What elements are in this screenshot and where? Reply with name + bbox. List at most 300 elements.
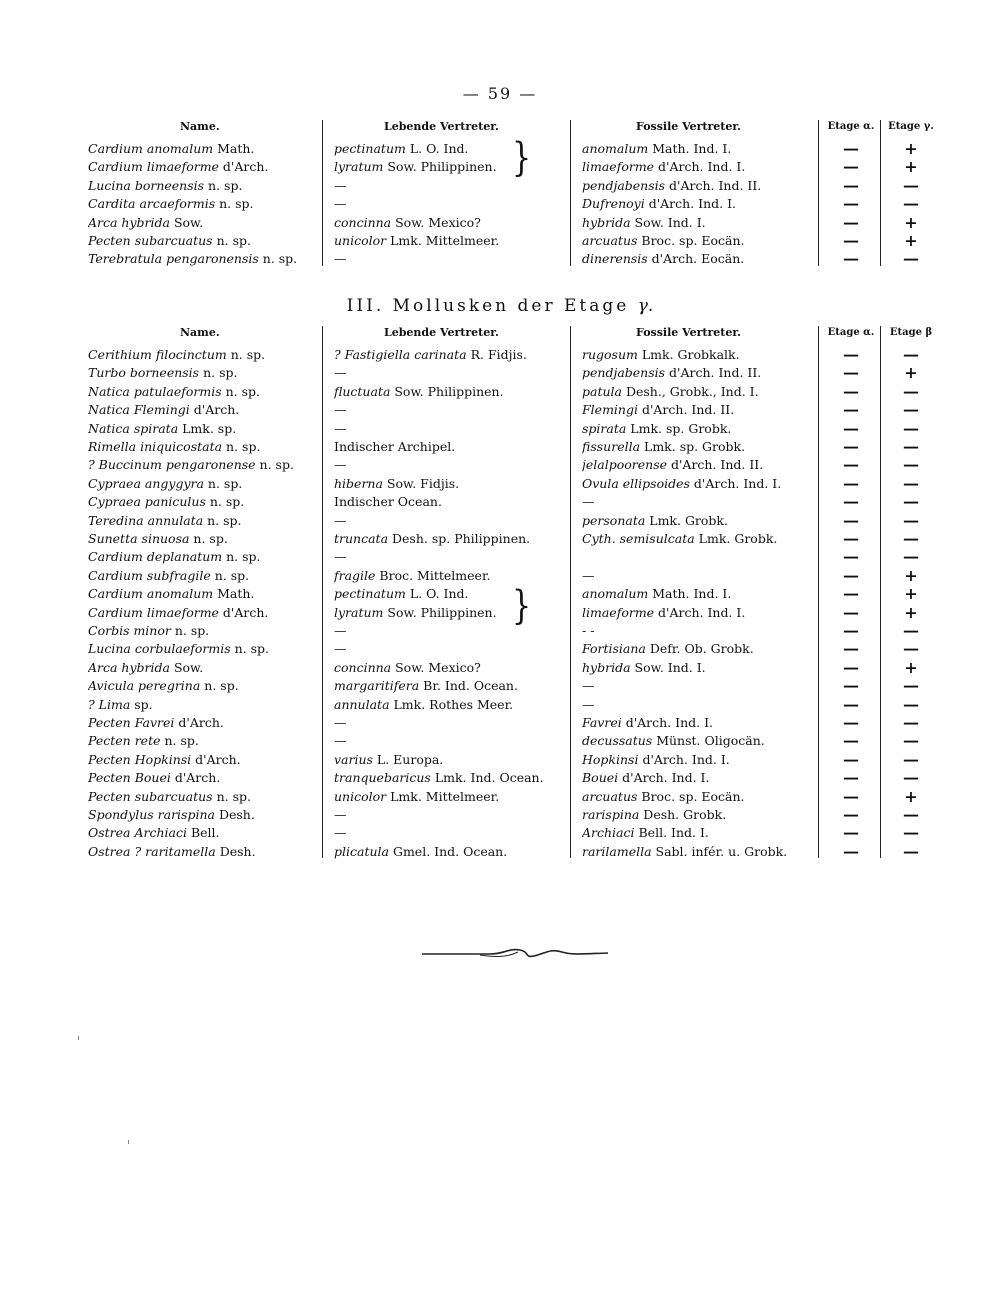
name-cell — [88, 456, 316, 474]
living-cell-roman: L. Europa. — [372, 751, 444, 767]
etage-beta-mark: — — [903, 455, 919, 475]
name-cell — [88, 824, 316, 842]
name-cell — [88, 383, 316, 401]
name-cell-italic: Pecten Bouei — [88, 770, 171, 786]
living-cell-italic: lyratum — [334, 159, 384, 175]
name-cell — [88, 640, 316, 658]
living-cell-italic: ? Fastigiella carinata — [334, 347, 467, 362]
etage-alpha-mark: — — [843, 602, 859, 622]
living-cell-roman: Sow. Fidjis. — [382, 475, 460, 491]
etage-beta-mark: — — [903, 418, 919, 438]
name-cell — [88, 158, 316, 176]
fossil-cell-roman: Lmk. Grobk. — [645, 512, 728, 528]
fossil-cell-roman: Broc. sp. Eocän. — [637, 233, 745, 248]
name-cell-roman: Math. — [213, 141, 255, 156]
living-cell-roman: Lmk. Rothes Meer. — [389, 696, 514, 712]
etage-alpha-mark: — — [843, 841, 859, 861]
fossil-cell-italic: fissurella — [582, 439, 641, 454]
living-cell-italic: unicolor — [334, 233, 387, 248]
etage-alpha-mark: — — [843, 547, 859, 567]
name-cell — [88, 475, 316, 493]
living-cell-roman: Sow. Philippinen. — [383, 159, 497, 175]
etage-alpha-mark: — — [843, 249, 859, 269]
name-cell-italic: Corbis minor — [88, 623, 171, 638]
etage-alpha-mark: — — [843, 139, 859, 158]
fossil-cell — [582, 843, 814, 861]
living-cell-italic: annulata — [334, 696, 390, 712]
fossil-cell — [582, 732, 814, 750]
name-cell-italic: Natica Flemingi — [88, 402, 190, 418]
living-cell — [334, 250, 560, 268]
fossil-cell — [582, 604, 814, 622]
name-cell-italic: Arca hybrida — [88, 659, 170, 675]
fossil-cell-roman: Desh. Grobk. — [639, 807, 727, 822]
living-cell-italic: pectinatum — [334, 586, 406, 602]
name-cell-roman: sp. — [130, 696, 153, 712]
fossil-cell-italic: decussatus — [582, 733, 653, 749]
name-cell-italic: Avicula peregrina — [88, 678, 201, 694]
name-cell — [88, 177, 316, 195]
etage-beta-mark: — — [903, 175, 919, 195]
living-cell — [334, 195, 560, 213]
speck — [128, 1140, 129, 1144]
fossil-cell-roman: Sow. Ind. I. — [630, 214, 706, 230]
table-row — [0, 806, 1000, 824]
header-fossil: Fossile Vertreter. — [636, 120, 742, 133]
fossil-cell-roman: d'Arch. Ind. I. — [654, 604, 746, 620]
table-row — [0, 401, 1000, 419]
fossil-cell — [582, 769, 814, 787]
fossil-cell-roman: Lmk. Grobk. — [694, 531, 778, 546]
table-row — [0, 475, 1000, 493]
etage-beta-mark: — — [903, 621, 919, 640]
living-cell — [334, 806, 560, 824]
table-row — [0, 714, 1000, 732]
living-cell-roman: — — [334, 825, 347, 841]
name-cell-italic: Natica spirata — [88, 420, 179, 436]
etage-alpha-mark: — — [843, 731, 859, 751]
name-cell — [88, 732, 316, 750]
table-row — [0, 585, 1000, 603]
table-row — [0, 824, 1000, 842]
column-divider — [570, 326, 571, 858]
etage-beta-mark: — — [903, 437, 919, 456]
etage-beta-mark: — — [903, 381, 919, 401]
name-cell-italic: Teredina annulata — [88, 512, 204, 528]
etage-alpha-mark: — — [843, 363, 859, 383]
living-cell-roman: Indischer Archipel. — [334, 439, 456, 454]
living-cell-italic: lyratum — [334, 604, 384, 620]
fossil-cell — [582, 493, 814, 511]
name-cell-roman: n. sp. — [212, 788, 251, 804]
brace: } — [512, 135, 532, 182]
name-cell-italic: Pecten Hopkinsi — [88, 751, 192, 767]
fossil-cell-italic: Hopkinsi — [582, 751, 639, 767]
etage-alpha-mark: — — [843, 194, 859, 214]
living-cell-roman: Sow. Mexico? — [391, 214, 481, 230]
name-cell-roman: n. sp. — [203, 512, 242, 528]
living-cell-roman: Sow. Philippinen. — [383, 604, 497, 620]
header-etage-gamma: Etage γ. — [888, 121, 934, 132]
name-cell — [88, 567, 316, 585]
name-cell-roman: n. sp. — [199, 365, 238, 381]
name-cell-roman: Sow. — [169, 214, 204, 230]
etage-beta-mark: — — [903, 510, 919, 530]
table-row — [0, 732, 1000, 750]
fossil-cell-italic: pendjabensis — [582, 177, 666, 193]
fossil-cell-roman: Lmk. Grobkalk. — [637, 347, 740, 362]
name-cell-italic: Arca hybrida — [88, 214, 170, 230]
column-divider — [880, 326, 881, 858]
fossil-cell-italic: Ovula ellipsoides — [582, 475, 690, 491]
table-row — [0, 751, 1000, 769]
column-divider — [818, 120, 819, 266]
name-cell-roman: d'Arch. — [191, 751, 241, 767]
fossil-cell — [582, 177, 814, 195]
page-number: — 59 — — [462, 84, 538, 103]
living-cell-roman: — — [334, 512, 347, 528]
name-cell — [88, 843, 316, 861]
fossil-cell-italic: rarilamella — [582, 843, 652, 859]
name-cell-roman: d'Arch. — [174, 715, 224, 730]
fossil-cell-italic: Archiaci — [582, 825, 635, 841]
living-cell — [334, 438, 560, 456]
etage-beta-mark: + — [904, 786, 918, 806]
fossil-cell-italic: arcuatus — [582, 788, 638, 804]
name-cell — [88, 214, 316, 232]
fossil-cell-roman: — — [582, 678, 595, 694]
name-cell-italic: Lucina corbulaeformis — [88, 641, 231, 657]
table-row — [0, 530, 1000, 548]
living-cell-roman: Gmel. Ind. Ocean. — [388, 843, 508, 859]
table-row — [0, 548, 1000, 566]
name-cell-roman: d'Arch. — [218, 604, 269, 620]
table-row — [0, 769, 1000, 787]
living-cell-roman: L. O. Ind. — [405, 141, 469, 156]
name-cell-roman: n. sp. — [226, 347, 266, 362]
name-cell — [88, 232, 316, 250]
name-cell — [88, 806, 316, 824]
name-cell — [88, 438, 316, 456]
living-cell-italic: varius — [334, 751, 373, 767]
fossil-cell-roman: Defr. Ob. Grobk. — [645, 641, 754, 657]
fossil-cell — [582, 659, 814, 677]
etage-beta-mark: — — [903, 400, 919, 420]
name-cell-roman: n. sp. — [212, 233, 251, 248]
name-cell — [88, 420, 316, 438]
fossil-cell-roman: d'Arch. Ind. I. — [618, 770, 710, 786]
name-cell — [88, 401, 316, 419]
fossil-cell-roman: Desh., Grobk., Ind. I. — [621, 383, 759, 399]
living-cell — [334, 677, 560, 695]
etage-beta-mark: — — [903, 823, 919, 843]
fossil-cell — [582, 824, 814, 842]
living-cell — [334, 346, 560, 364]
living-cell-roman: — — [334, 549, 347, 565]
fossil-cell-italic: rarispina — [582, 807, 640, 822]
fossil-cell-italic: spirata — [582, 420, 627, 436]
etage-beta-mark: — — [903, 547, 919, 567]
fossil-cell-roman: Math. Ind. I. — [648, 586, 732, 602]
living-cell — [334, 732, 560, 750]
table-row — [0, 420, 1000, 438]
name-cell-roman: d'Arch. — [218, 159, 269, 175]
etage-beta-mark: + — [904, 139, 918, 158]
etage-alpha-mark: — — [843, 639, 859, 659]
name-cell-roman: d'Arch. — [189, 402, 240, 418]
fossil-cell — [582, 420, 814, 438]
fossil-cell-italic: hybrida — [582, 659, 631, 675]
header-name: Name. — [180, 326, 220, 339]
table-row — [0, 140, 1000, 158]
fossil-cell-italic: Flemingi — [582, 402, 638, 418]
name-cell-italic: Cardium subfragile — [88, 567, 211, 583]
fossil-cell-italic: hybrida — [582, 214, 631, 230]
table-row — [0, 195, 1000, 213]
table-row — [0, 567, 1000, 585]
living-cell — [334, 512, 560, 530]
living-cell — [334, 769, 560, 787]
living-cell-roman: R. Fidjis. — [466, 347, 527, 362]
etage-beta-mark: — — [903, 731, 919, 751]
etage-beta-mark: + — [904, 231, 918, 250]
name-cell-roman: n. sp. — [210, 567, 250, 583]
fossil-cell — [582, 250, 814, 268]
living-cell — [334, 530, 560, 548]
fossil-cell — [582, 512, 814, 530]
etage-beta-mark: — — [903, 805, 919, 824]
table-row — [0, 788, 1000, 806]
name-cell-italic: ? Lima — [88, 696, 131, 712]
column-divider — [322, 326, 323, 858]
fossil-cell-roman: d'Arch. Ind. II. — [665, 365, 762, 381]
etage-alpha-mark: — — [843, 212, 859, 232]
living-cell-roman: — — [334, 251, 347, 267]
living-cell-roman: Broc. Mittelmeer. — [375, 567, 491, 583]
name-cell-roman: Desh. — [214, 807, 255, 822]
living-cell-roman: Lmk. Mittelmeer. — [386, 788, 500, 804]
etage-alpha-mark: — — [843, 565, 859, 585]
living-cell-roman: Lmk. Mittelmeer. — [386, 233, 500, 248]
name-cell-roman: n. sp. — [222, 439, 261, 454]
living-cell-roman: — — [334, 457, 347, 473]
living-cell-italic: plicatula — [334, 843, 389, 859]
name-cell-italic: Pecten Favrei — [88, 715, 175, 730]
etage-beta-mark: — — [903, 713, 919, 732]
etage-alpha-mark: — — [843, 418, 859, 438]
etage-alpha-mark: — — [843, 455, 859, 475]
fossil-cell — [582, 622, 814, 640]
fossil-cell-roman: d'Arch. Ind. I. — [689, 475, 782, 491]
fossil-cell-roman: — — [582, 567, 595, 583]
fossil-cell — [582, 456, 814, 474]
name-cell-italic: Pecten rete — [88, 733, 161, 749]
name-cell — [88, 714, 316, 732]
table-row — [0, 512, 1000, 530]
fossil-cell — [582, 806, 814, 824]
name-cell-italic: Ostrea ? raritamella — [88, 843, 216, 859]
name-cell-italic: Terebratula pengaronensis — [88, 251, 259, 267]
name-cell — [88, 530, 316, 548]
column-divider — [880, 120, 881, 266]
fossil-cell-roman: - - — [582, 623, 595, 638]
fossil-cell — [582, 640, 814, 658]
etage-beta-mark: — — [903, 676, 919, 696]
name-cell-italic: Cardita arcaeformis — [88, 196, 216, 212]
living-cell-roman: — — [334, 420, 347, 436]
name-cell-roman: n. sp. — [160, 733, 199, 749]
living-cell — [334, 364, 560, 382]
living-cell-italic: concinna — [334, 659, 392, 675]
table-row — [0, 364, 1000, 382]
living-cell-italic: pectinatum — [334, 141, 406, 156]
living-cell-italic: unicolor — [334, 788, 387, 804]
fossil-cell — [582, 438, 814, 456]
table-row — [0, 677, 1000, 695]
name-cell-roman: n. sp. — [203, 475, 243, 491]
name-cell-roman: Sow. — [169, 659, 204, 675]
etage-alpha-mark: — — [843, 529, 859, 548]
name-cell-roman: Lmk. sp. — [178, 420, 237, 436]
fossil-cell-roman: Münst. Oligocän. — [652, 733, 765, 749]
living-cell-italic: hiberna — [334, 475, 383, 491]
name-cell-italic: Cardium anomalum — [88, 141, 214, 156]
etage-beta-mark: + — [904, 565, 918, 585]
header-etage-alpha: Etage α. — [827, 121, 875, 132]
living-cell — [334, 420, 560, 438]
table-row — [0, 456, 1000, 474]
living-cell — [334, 659, 560, 677]
living-cell — [334, 640, 560, 658]
table-row — [0, 640, 1000, 658]
living-cell — [334, 548, 560, 566]
living-cell-roman: L. O. Ind. — [405, 586, 469, 602]
etage-beta-mark: + — [904, 157, 918, 177]
fossil-cell-roman: Lmk. sp. Grobk. — [626, 420, 732, 436]
table-row — [0, 843, 1000, 861]
name-cell-roman: n. sp. — [221, 383, 260, 399]
living-cell — [334, 456, 560, 474]
etage-alpha-mark: — — [843, 437, 859, 456]
name-cell-italic: Cardium anomalum — [88, 586, 214, 602]
etage-beta-mark: + — [904, 363, 918, 383]
living-cell-roman: Desh. sp. Philippinen. — [388, 531, 531, 546]
living-cell-italic: tranquebaricus — [334, 770, 431, 786]
etage-alpha-mark: — — [843, 713, 859, 732]
fossil-cell-roman: d'Arch. Ind. II. — [665, 177, 762, 193]
living-cell-roman: Br. Ind. Ocean. — [419, 678, 518, 694]
table-header — [0, 324, 1000, 342]
living-cell-roman: Lmk. Ind. Ocean. — [430, 770, 544, 786]
name-cell — [88, 346, 316, 364]
etage-alpha-mark: — — [843, 492, 859, 512]
etage-beta-mark: — — [903, 768, 919, 788]
living-cell — [334, 824, 560, 842]
fossil-cell-italic: pendjabensis — [582, 365, 666, 381]
etage-alpha-mark: — — [843, 510, 859, 530]
table-row — [0, 659, 1000, 677]
fossil-cell-roman: d'Arch. Ind. I. — [621, 715, 713, 730]
etage-alpha-mark: — — [843, 657, 859, 677]
name-cell-italic: ? Buccinum pengaronense — [88, 457, 256, 473]
table-row — [0, 604, 1000, 622]
name-cell-italic: Cardium limaeforme — [88, 159, 219, 175]
name-cell — [88, 364, 316, 382]
etage-beta-mark: + — [904, 212, 918, 232]
name-cell — [88, 622, 316, 640]
living-cell — [334, 567, 560, 585]
etage-alpha-mark: — — [843, 381, 859, 401]
living-cell — [334, 788, 560, 806]
fossil-cell — [582, 567, 814, 585]
name-cell — [88, 585, 316, 603]
table-row — [0, 158, 1000, 176]
fossil-cell — [582, 585, 814, 603]
fossil-cell-italic: limaeforme — [582, 159, 655, 175]
name-cell-roman: n. sp. — [230, 641, 269, 657]
name-cell-italic: Rimella iniquicostata — [88, 439, 223, 454]
living-cell — [334, 401, 560, 419]
name-cell-italic: Sunetta sinuosa — [88, 531, 190, 546]
name-cell-roman: n. sp. — [215, 196, 254, 212]
etage-alpha-mark: — — [843, 473, 859, 493]
name-cell-italic: Spondylus rarispina — [88, 807, 215, 822]
fossil-cell-roman: d'Arch. Eocän. — [647, 251, 745, 267]
name-cell-roman: n. sp. — [170, 623, 210, 638]
header-fossil: Fossile Vertreter. — [636, 326, 742, 339]
living-cell-roman: — — [334, 402, 347, 418]
etage-alpha-mark: — — [843, 231, 859, 250]
etage-beta-mark: — — [903, 473, 919, 493]
etage-alpha-mark: — — [843, 694, 859, 714]
etage-alpha-mark: — — [843, 345, 859, 364]
name-cell-italic: Lucina borneensis — [88, 177, 205, 193]
name-cell — [88, 769, 316, 787]
fossil-cell — [582, 751, 814, 769]
name-cell-roman: n. sp. — [189, 531, 228, 546]
living-cell-roman: — — [334, 177, 347, 193]
name-cell-roman: n. sp. — [200, 678, 239, 694]
fossil-cell — [582, 232, 814, 250]
fossil-cell-roman: d'Arch. Ind. II. — [667, 457, 764, 473]
fossil-cell-roman: Math. Ind. I. — [648, 141, 732, 156]
table-row — [0, 177, 1000, 195]
fossil-cell-italic: arcuatus — [582, 233, 638, 248]
living-cell-roman: Sow. Philippinen. — [390, 383, 504, 399]
column-divider — [322, 120, 323, 266]
fossil-cell-roman: — — [582, 696, 595, 712]
etage-beta-mark: — — [903, 249, 919, 269]
fossil-cell — [582, 714, 814, 732]
table-row — [0, 696, 1000, 714]
section-title — [0, 296, 1000, 316]
column-divider — [570, 120, 571, 266]
header-name: Name. — [180, 120, 220, 133]
fossil-cell — [582, 214, 814, 232]
fossil-cell-italic: Fortisiana — [582, 641, 646, 657]
name-cell-italic: Pecten subarcuatus — [88, 233, 213, 248]
header-living: Lebende Vertreter. — [384, 326, 499, 339]
name-cell — [88, 493, 316, 511]
brace: } — [512, 583, 532, 630]
etage-alpha-mark: — — [843, 768, 859, 788]
living-cell — [334, 696, 560, 714]
fossil-cell — [582, 788, 814, 806]
name-cell-roman: n. sp. — [255, 457, 294, 473]
etage-beta-mark: — — [903, 345, 919, 364]
header-living: Lebende Vertreter. — [384, 120, 499, 133]
fossil-cell — [582, 696, 814, 714]
